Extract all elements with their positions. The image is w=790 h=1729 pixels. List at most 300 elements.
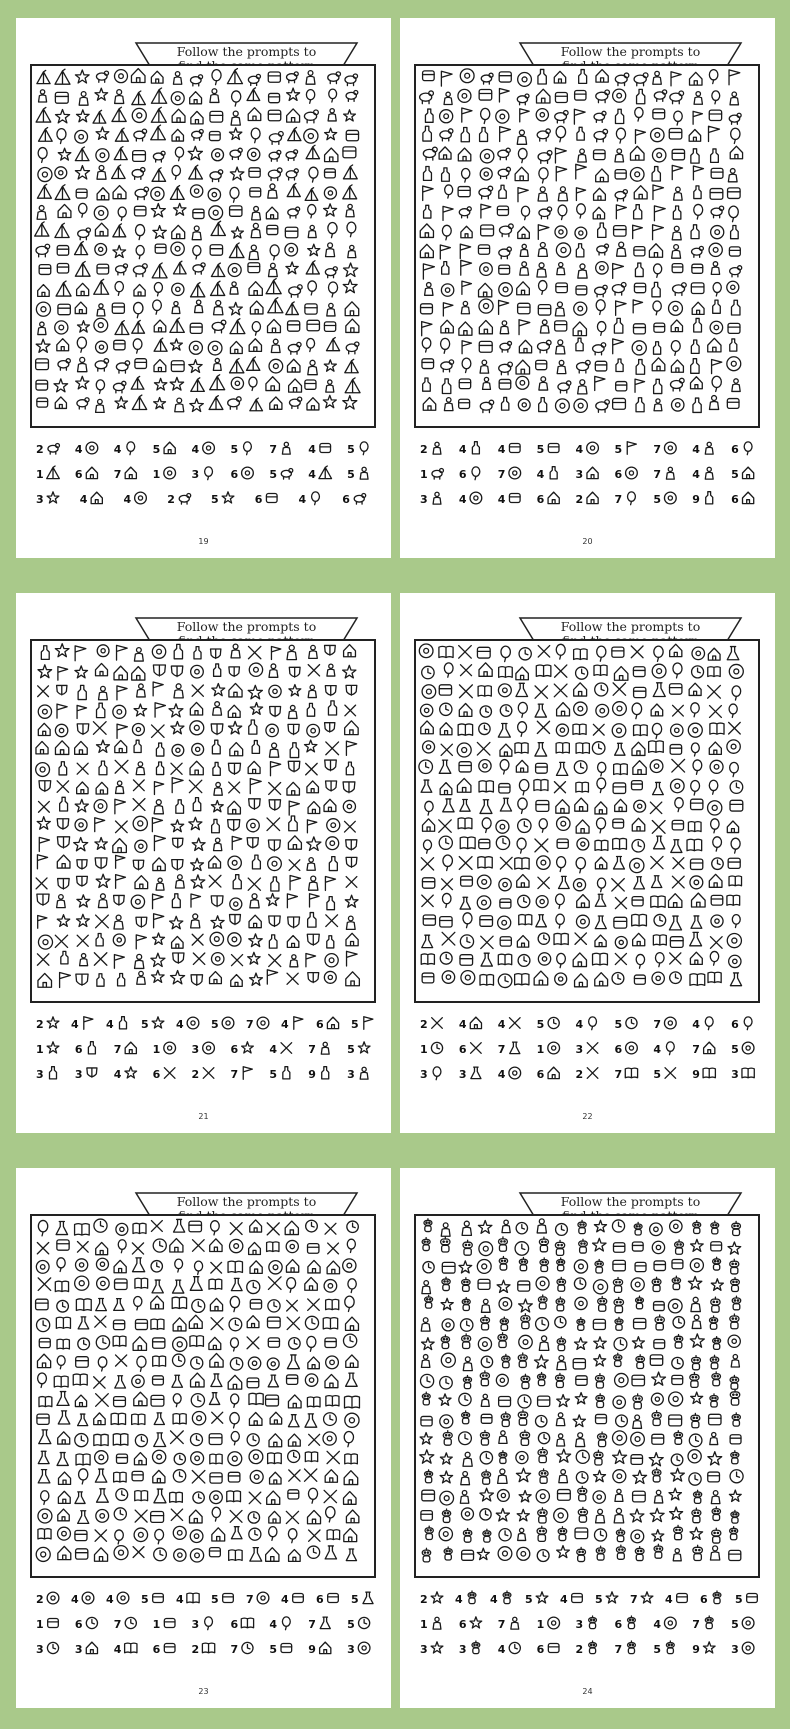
- pattern-icon[interactable]: [443, 799, 454, 812]
- pattern-icon[interactable]: [191, 283, 205, 297]
- pattern-icon[interactable]: [554, 684, 567, 697]
- pattern-icon[interactable]: [674, 1431, 682, 1445]
- pattern-icon[interactable]: [520, 109, 529, 122]
- pattern-icon[interactable]: [445, 185, 453, 198]
- pattern-icon[interactable]: [652, 876, 662, 888]
- pattern-icon[interactable]: [230, 743, 243, 756]
- pattern-icon[interactable]: [308, 225, 316, 237]
- pattern-icon[interactable]: [654, 1302, 665, 1311]
- pattern-icon[interactable]: [250, 779, 261, 794]
- pattern-icon[interactable]: [518, 148, 527, 162]
- pattern-icon[interactable]: [287, 1375, 298, 1384]
- pattern-icon[interactable]: [633, 324, 645, 334]
- pattern-icon[interactable]: [481, 1394, 489, 1406]
- pattern-icon[interactable]: [55, 185, 70, 200]
- pattern-icon[interactable]: [691, 799, 703, 809]
- pattern-icon[interactable]: [306, 71, 315, 85]
- pattern-icon[interactable]: [248, 646, 260, 658]
- pattern-icon[interactable]: [153, 665, 165, 676]
- pattern-icon[interactable]: [327, 1451, 339, 1463]
- pattern-icon[interactable]: [518, 895, 530, 907]
- pattern-icon[interactable]: [442, 379, 450, 394]
- pattern-icon[interactable]: [266, 377, 279, 391]
- pattern-icon[interactable]: [348, 245, 356, 257]
- pattern-icon[interactable]: [230, 1510, 242, 1522]
- pattern-icon[interactable]: [345, 1454, 358, 1464]
- pattern-icon[interactable]: [557, 817, 570, 830]
- pattern-icon[interactable]: [630, 146, 644, 160]
- pattern-icon[interactable]: [326, 380, 334, 392]
- pattern-icon[interactable]: [113, 381, 125, 393]
- pattern-icon[interactable]: [710, 723, 724, 734]
- pattern-icon[interactable]: [228, 856, 241, 869]
- pattern-icon[interactable]: [730, 1435, 741, 1444]
- pattern-icon[interactable]: [652, 1530, 664, 1541]
- pattern-icon[interactable]: [518, 1395, 531, 1408]
- pattern-icon[interactable]: [135, 1435, 147, 1447]
- pattern-icon[interactable]: [346, 685, 357, 695]
- pattern-icon[interactable]: [594, 1470, 606, 1481]
- pattern-icon[interactable]: [593, 207, 604, 219]
- pattern-icon[interactable]: [556, 743, 569, 753]
- pattern-icon[interactable]: [691, 859, 703, 869]
- pattern-icon[interactable]: [459, 207, 471, 218]
- pattern-icon[interactable]: [268, 319, 281, 332]
- pattern-icon[interactable]: [133, 1547, 144, 1558]
- pattern-icon[interactable]: [671, 360, 683, 372]
- pattern-icon[interactable]: [732, 915, 740, 928]
- pattern-icon[interactable]: [461, 226, 472, 238]
- pattern-icon[interactable]: [288, 1415, 299, 1427]
- hidden-pattern-grid[interactable]: [414, 639, 760, 1003]
- pattern-icon[interactable]: [481, 1414, 492, 1423]
- pattern-icon[interactable]: [654, 399, 662, 411]
- pattern-icon[interactable]: [500, 899, 511, 908]
- pattern-icon[interactable]: [268, 1277, 281, 1290]
- pattern-icon[interactable]: [709, 70, 718, 84]
- pattern-icon[interactable]: [174, 1219, 185, 1232]
- pattern-icon[interactable]: [154, 782, 163, 795]
- pattern-icon[interactable]: [38, 705, 51, 718]
- pattern-icon[interactable]: [75, 819, 87, 831]
- pattern-icon[interactable]: [479, 663, 492, 676]
- pattern-icon[interactable]: [709, 874, 722, 887]
- pattern-icon[interactable]: [97, 645, 109, 657]
- pattern-icon[interactable]: [116, 781, 124, 793]
- pattern-icon[interactable]: [248, 878, 260, 890]
- pattern-icon[interactable]: [76, 1299, 91, 1311]
- pattern-icon[interactable]: [729, 1550, 741, 1560]
- pattern-icon[interactable]: [578, 1220, 586, 1233]
- pattern-icon[interactable]: [232, 227, 244, 238]
- pattern-icon[interactable]: [593, 1238, 606, 1251]
- pattern-icon[interactable]: [36, 1261, 49, 1274]
- pattern-icon[interactable]: [537, 721, 549, 733]
- pattern-icon[interactable]: [613, 838, 627, 849]
- pattern-icon[interactable]: [136, 917, 147, 927]
- pattern-icon[interactable]: [324, 360, 336, 371]
- pattern-icon[interactable]: [575, 933, 586, 944]
- pattern-icon[interactable]: [539, 398, 547, 412]
- pattern-icon[interactable]: [151, 1261, 162, 1272]
- pattern-icon[interactable]: [175, 1259, 183, 1272]
- pattern-icon[interactable]: [711, 149, 719, 162]
- pattern-icon[interactable]: [191, 914, 200, 928]
- pattern-icon[interactable]: [77, 782, 88, 794]
- pattern-icon[interactable]: [596, 704, 609, 717]
- pattern-icon[interactable]: [442, 1319, 454, 1331]
- pattern-icon[interactable]: [38, 665, 52, 678]
- pattern-icon[interactable]: [324, 1280, 337, 1293]
- pattern-icon[interactable]: [308, 1510, 321, 1523]
- pattern-icon[interactable]: [672, 759, 685, 772]
- pattern-icon[interactable]: [535, 1355, 549, 1368]
- pattern-icon[interactable]: [75, 799, 88, 812]
- pattern-icon[interactable]: [478, 245, 489, 254]
- pattern-icon[interactable]: [307, 398, 319, 410]
- pattern-icon[interactable]: [169, 704, 183, 717]
- pattern-icon[interactable]: [480, 1431, 489, 1446]
- pattern-icon[interactable]: [652, 148, 665, 161]
- pattern-icon[interactable]: [305, 304, 317, 314]
- pattern-icon[interactable]: [650, 1508, 664, 1521]
- pattern-icon[interactable]: [54, 1376, 68, 1387]
- pattern-icon[interactable]: [596, 818, 605, 833]
- pattern-icon[interactable]: [57, 781, 68, 792]
- pattern-icon[interactable]: [135, 1510, 147, 1522]
- pattern-icon[interactable]: [172, 1297, 186, 1308]
- pattern-icon[interactable]: [228, 763, 240, 774]
- pattern-icon[interactable]: [37, 855, 47, 869]
- pattern-icon[interactable]: [115, 740, 127, 752]
- pattern-icon[interactable]: [479, 320, 492, 333]
- pattern-icon[interactable]: [289, 816, 297, 831]
- pattern-icon[interactable]: [156, 743, 163, 756]
- pattern-icon[interactable]: [671, 1468, 685, 1481]
- pattern-icon[interactable]: [113, 245, 126, 257]
- pattern-icon[interactable]: [285, 243, 298, 256]
- pattern-icon[interactable]: [173, 261, 186, 274]
- pattern-icon[interactable]: [230, 319, 245, 334]
- pattern-icon[interactable]: [650, 1223, 663, 1236]
- pattern-icon[interactable]: [268, 1375, 278, 1387]
- pattern-icon[interactable]: [497, 1280, 510, 1292]
- pattern-icon[interactable]: [270, 707, 281, 717]
- pattern-icon[interactable]: [574, 702, 587, 715]
- pattern-icon[interactable]: [539, 377, 548, 390]
- pattern-icon[interactable]: [230, 1239, 243, 1252]
- pattern-icon[interactable]: [308, 1357, 319, 1369]
- pattern-icon[interactable]: [247, 819, 260, 832]
- pattern-icon[interactable]: [211, 221, 225, 235]
- pattern-icon[interactable]: [308, 1299, 320, 1311]
- pattern-icon[interactable]: [557, 1395, 570, 1407]
- pattern-icon[interactable]: [250, 703, 262, 715]
- pattern-icon[interactable]: [615, 149, 624, 162]
- pattern-icon[interactable]: [96, 933, 103, 945]
- pattern-icon[interactable]: [247, 357, 260, 370]
- pattern-icon[interactable]: [460, 244, 470, 258]
- pattern-icon[interactable]: [672, 1357, 683, 1368]
- pattern-icon[interactable]: [56, 1317, 70, 1328]
- pattern-icon[interactable]: [708, 648, 720, 660]
- pattern-icon[interactable]: [154, 914, 164, 928]
- pattern-icon[interactable]: [499, 1257, 507, 1271]
- pattern-icon[interactable]: [116, 821, 128, 833]
- pattern-icon[interactable]: [133, 339, 142, 353]
- pattern-icon[interactable]: [77, 705, 86, 718]
- pattern-icon[interactable]: [346, 762, 353, 775]
- pattern-icon[interactable]: [693, 1545, 702, 1560]
- pattern-icon[interactable]: [440, 110, 453, 123]
- pattern-icon[interactable]: [557, 953, 566, 967]
- pattern-icon[interactable]: [189, 1315, 202, 1328]
- pattern-icon[interactable]: [598, 1432, 607, 1447]
- pattern-icon[interactable]: [674, 1334, 683, 1348]
- pattern-icon[interactable]: [97, 974, 104, 986]
- pattern-icon[interactable]: [308, 665, 319, 676]
- pattern-icon[interactable]: [249, 663, 262, 676]
- pattern-icon[interactable]: [287, 1300, 298, 1311]
- pattern-icon[interactable]: [595, 857, 606, 869]
- pattern-icon[interactable]: [192, 1471, 205, 1484]
- pattern-icon[interactable]: [325, 169, 336, 178]
- pattern-icon[interactable]: [537, 263, 546, 277]
- pattern-icon[interactable]: [479, 186, 493, 199]
- pattern-icon[interactable]: [116, 1454, 127, 1463]
- pattern-icon[interactable]: [267, 970, 277, 984]
- pattern-icon[interactable]: [347, 222, 356, 237]
- pattern-icon[interactable]: [443, 206, 453, 220]
- pattern-icon[interactable]: [708, 1452, 722, 1465]
- pattern-icon[interactable]: [615, 953, 626, 964]
- pattern-icon[interactable]: [425, 801, 433, 815]
- pattern-icon[interactable]: [694, 318, 702, 332]
- pattern-icon[interactable]: [286, 1240, 298, 1252]
- pattern-icon[interactable]: [631, 1455, 642, 1465]
- pattern-icon[interactable]: [133, 780, 144, 791]
- pattern-icon[interactable]: [595, 683, 608, 696]
- pattern-icon[interactable]: [154, 1489, 166, 1503]
- pattern-icon[interactable]: [94, 1377, 105, 1388]
- pattern-icon[interactable]: [632, 781, 643, 790]
- pattern-icon[interactable]: [459, 322, 472, 335]
- pattern-icon[interactable]: [99, 761, 107, 775]
- pattern-icon[interactable]: [500, 321, 508, 334]
- pattern-icon[interactable]: [171, 666, 182, 676]
- pattern-icon[interactable]: [480, 400, 493, 412]
- pattern-icon[interactable]: [557, 1434, 565, 1446]
- pattern-icon[interactable]: [463, 1376, 471, 1389]
- pattern-icon[interactable]: [270, 1412, 282, 1424]
- pattern-icon[interactable]: [672, 876, 684, 888]
- pattern-icon[interactable]: [94, 1413, 105, 1425]
- pattern-icon[interactable]: [57, 339, 69, 351]
- pattern-icon[interactable]: [577, 127, 584, 140]
- pattern-icon[interactable]: [267, 1242, 279, 1252]
- pattern-icon[interactable]: [616, 205, 626, 219]
- pattern-icon[interactable]: [325, 760, 337, 771]
- pattern-icon[interactable]: [172, 225, 185, 238]
- pattern-icon[interactable]: [230, 206, 242, 216]
- pattern-icon[interactable]: [57, 1300, 69, 1312]
- pattern-icon[interactable]: [420, 1374, 433, 1387]
- pattern-icon[interactable]: [480, 168, 492, 180]
- pattern-icon[interactable]: [711, 1491, 720, 1504]
- pattern-icon[interactable]: [58, 1546, 71, 1559]
- pattern-icon[interactable]: [208, 188, 220, 200]
- pattern-icon[interactable]: [556, 762, 567, 775]
- pattern-icon[interactable]: [652, 821, 665, 834]
- pattern-icon[interactable]: [636, 1296, 644, 1309]
- pattern-icon[interactable]: [58, 879, 70, 890]
- pattern-icon[interactable]: [189, 165, 203, 179]
- pattern-icon[interactable]: [420, 244, 433, 257]
- pattern-icon[interactable]: [727, 934, 741, 948]
- pattern-icon[interactable]: [55, 644, 69, 657]
- pattern-icon[interactable]: [598, 223, 606, 237]
- pattern-icon[interactable]: [457, 743, 471, 757]
- pattern-icon[interactable]: [287, 782, 299, 795]
- pattern-icon[interactable]: [191, 875, 205, 888]
- pattern-icon[interactable]: [214, 838, 222, 851]
- pattern-icon[interactable]: [573, 1359, 585, 1369]
- pattern-icon[interactable]: [36, 244, 50, 257]
- pattern-icon[interactable]: [269, 132, 283, 145]
- pattern-icon[interactable]: [634, 877, 645, 889]
- pattern-icon[interactable]: [728, 1335, 740, 1347]
- pattern-icon[interactable]: [539, 1469, 548, 1483]
- pattern-icon[interactable]: [210, 1239, 222, 1252]
- pattern-icon[interactable]: [439, 685, 451, 695]
- pattern-icon[interactable]: [653, 71, 661, 84]
- pattern-icon[interactable]: [135, 1491, 148, 1501]
- pattern-icon[interactable]: [694, 204, 703, 219]
- pattern-icon[interactable]: [191, 378, 205, 392]
- pattern-icon[interactable]: [286, 1260, 298, 1273]
- pattern-icon[interactable]: [633, 1394, 642, 1409]
- pattern-icon[interactable]: [210, 1491, 223, 1504]
- pattern-icon[interactable]: [325, 876, 335, 890]
- pattern-icon[interactable]: [343, 396, 357, 409]
- pattern-icon[interactable]: [554, 782, 565, 793]
- pattern-icon[interactable]: [95, 838, 107, 850]
- pattern-icon[interactable]: [576, 782, 589, 792]
- pattern-icon[interactable]: [78, 1317, 89, 1329]
- pattern-icon[interactable]: [134, 1453, 146, 1465]
- pattern-icon[interactable]: [461, 1508, 473, 1520]
- pattern-icon[interactable]: [421, 704, 433, 716]
- pattern-icon[interactable]: [556, 399, 570, 413]
- pattern-icon[interactable]: [556, 644, 565, 659]
- pattern-icon[interactable]: [154, 398, 166, 409]
- pattern-icon[interactable]: [268, 168, 282, 181]
- pattern-icon[interactable]: [709, 396, 718, 410]
- pattern-icon[interactable]: [669, 128, 682, 139]
- pattern-icon[interactable]: [478, 857, 492, 868]
- pattern-icon[interactable]: [477, 1548, 489, 1559]
- pattern-icon[interactable]: [173, 1470, 185, 1482]
- pattern-icon[interactable]: [727, 740, 740, 753]
- pattern-icon[interactable]: [481, 73, 493, 84]
- pattern-icon[interactable]: [96, 782, 107, 794]
- pattern-icon[interactable]: [439, 760, 451, 773]
- pattern-icon[interactable]: [247, 1434, 259, 1446]
- pattern-icon[interactable]: [444, 663, 453, 677]
- pattern-icon[interactable]: [559, 876, 570, 888]
- pattern-icon[interactable]: [556, 894, 565, 908]
- pattern-icon[interactable]: [537, 856, 550, 869]
- pattern-icon[interactable]: [712, 1528, 721, 1543]
- pattern-icon[interactable]: [288, 724, 299, 734]
- pattern-icon[interactable]: [440, 245, 450, 259]
- pattern-icon[interactable]: [537, 129, 550, 141]
- pattern-icon[interactable]: [500, 937, 511, 946]
- pattern-icon[interactable]: [691, 340, 699, 353]
- pattern-icon[interactable]: [137, 1356, 146, 1371]
- pattern-icon[interactable]: [478, 1221, 492, 1234]
- pattern-icon[interactable]: [55, 69, 70, 84]
- pattern-icon[interactable]: [152, 818, 162, 832]
- pattern-icon[interactable]: [517, 94, 529, 105]
- pattern-icon[interactable]: [614, 318, 622, 333]
- pattern-icon[interactable]: [594, 188, 606, 200]
- pattern-icon[interactable]: [38, 167, 52, 181]
- pattern-icon[interactable]: [516, 1222, 527, 1233]
- pattern-icon[interactable]: [117, 686, 127, 700]
- pattern-icon[interactable]: [77, 337, 86, 352]
- pattern-icon[interactable]: [555, 321, 567, 331]
- pattern-icon[interactable]: [693, 398, 701, 412]
- pattern-icon[interactable]: [691, 359, 699, 374]
- pattern-icon[interactable]: [325, 1546, 336, 1559]
- pattern-icon[interactable]: [212, 819, 220, 832]
- pattern-icon[interactable]: [441, 1335, 449, 1348]
- pattern-icon[interactable]: [673, 663, 682, 678]
- pattern-icon[interactable]: [730, 1470, 743, 1483]
- pattern-icon[interactable]: [151, 71, 163, 83]
- pattern-icon[interactable]: [458, 89, 471, 102]
- pattern-icon[interactable]: [557, 1449, 571, 1462]
- pattern-icon[interactable]: [502, 1220, 510, 1232]
- pattern-icon[interactable]: [156, 762, 163, 775]
- pattern-icon[interactable]: [344, 110, 356, 121]
- pattern-icon[interactable]: [460, 837, 475, 849]
- pattern-icon[interactable]: [710, 760, 723, 773]
- pattern-icon[interactable]: [172, 778, 183, 793]
- pattern-icon[interactable]: [517, 875, 529, 888]
- pattern-icon[interactable]: [557, 703, 570, 716]
- pattern-icon[interactable]: [615, 743, 625, 755]
- pattern-icon[interactable]: [346, 130, 358, 140]
- pattern-icon[interactable]: [731, 225, 739, 238]
- pattern-icon[interactable]: [57, 855, 70, 868]
- pattern-icon[interactable]: [288, 1490, 299, 1499]
- pattern-icon[interactable]: [556, 1297, 565, 1311]
- pattern-icon[interactable]: [713, 1337, 721, 1350]
- pattern-icon[interactable]: [308, 281, 317, 295]
- pattern-icon[interactable]: [518, 722, 527, 737]
- pattern-icon[interactable]: [249, 339, 261, 352]
- pattern-icon[interactable]: [95, 858, 107, 869]
- pattern-icon[interactable]: [538, 1448, 547, 1463]
- pattern-icon[interactable]: [576, 188, 585, 201]
- pattern-icon[interactable]: [634, 1318, 646, 1328]
- pattern-icon[interactable]: [117, 645, 128, 660]
- pattern-icon[interactable]: [230, 167, 244, 180]
- pattern-icon[interactable]: [151, 107, 166, 122]
- pattern-icon[interactable]: [230, 359, 244, 373]
